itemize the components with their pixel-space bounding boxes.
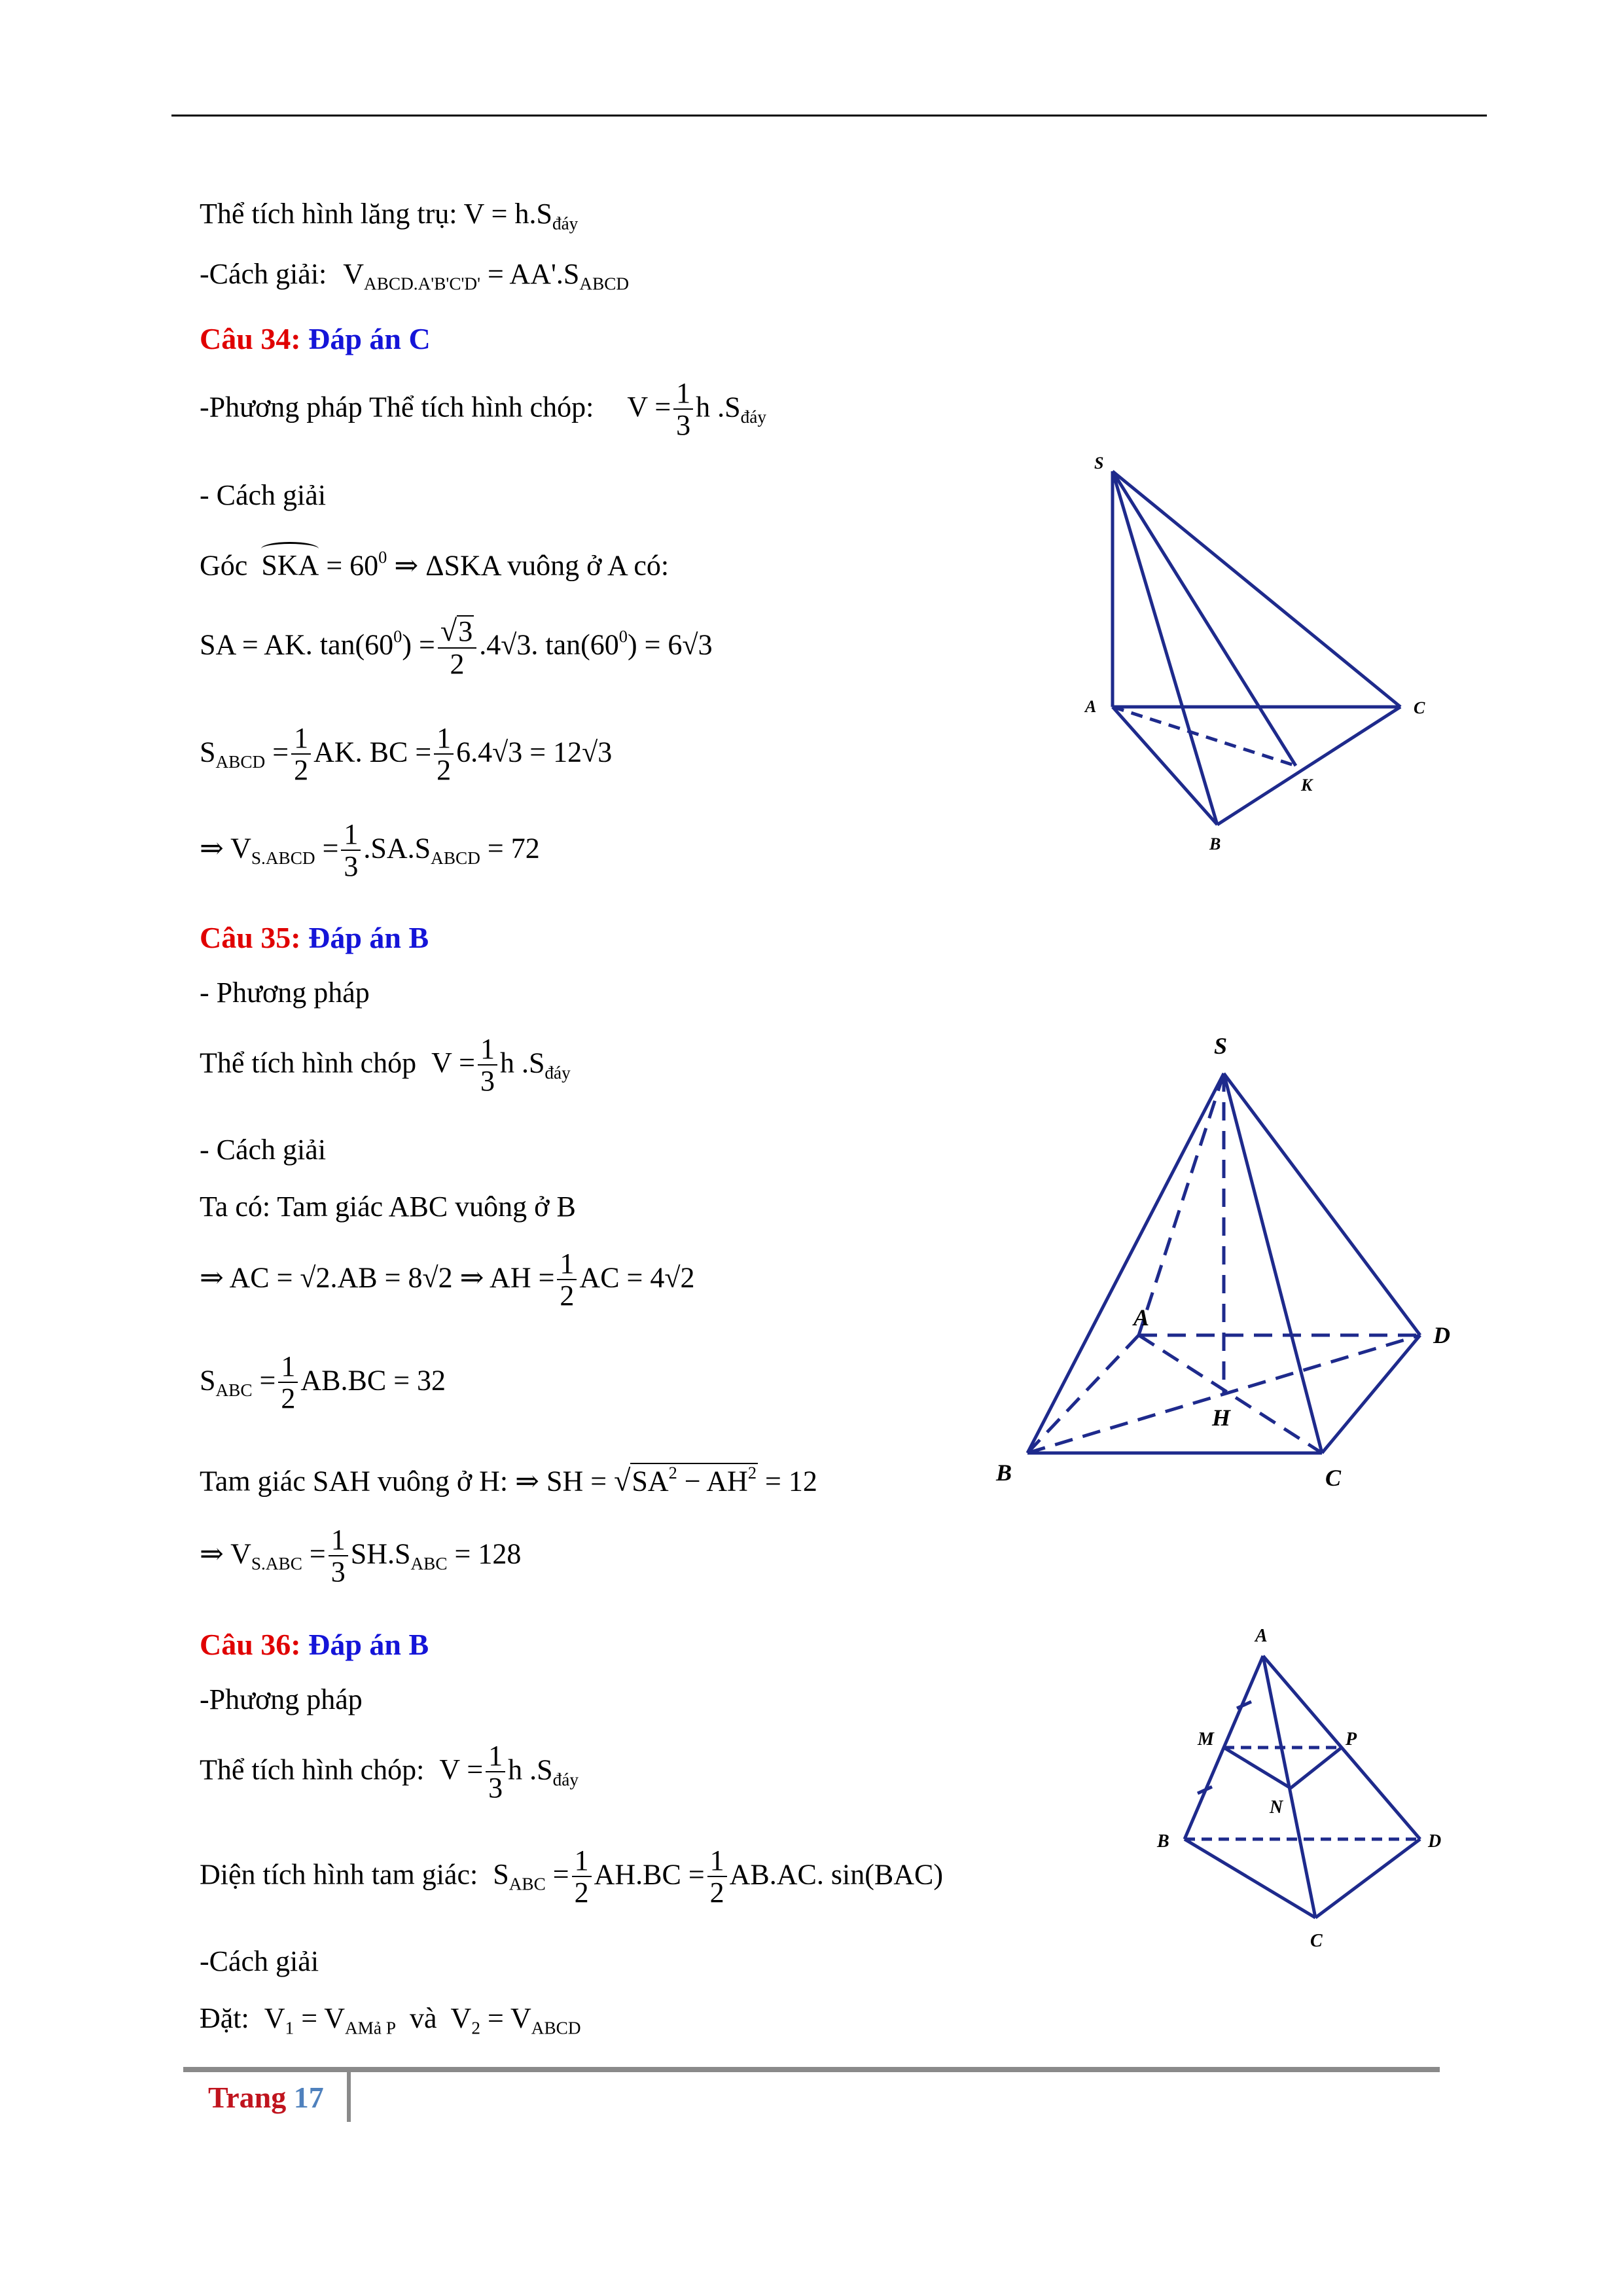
q34-sa-line: SA = AK. $\tan(60^0)$ = $\frac{√3}{2}$ .4√3. $\tan(60^0) = 6√3$ — [200, 614, 713, 680]
q35-method-label: - Phương pháp — [200, 977, 370, 1009]
angle-value: = 60 — [326, 549, 379, 582]
sa-tail: 4√3. tan(60 — [486, 628, 619, 661]
fraction-one-third: $\frac{1}{3}$ — [486, 1741, 505, 1804]
prism-volume-text: Thể tích hình lăng trụ: V = h.S — [200, 198, 552, 230]
fraction-one-half: $\frac{1}{2}$ — [278, 1352, 298, 1415]
subscript: ABCD — [579, 274, 630, 294]
q34-pyramid-figure — [1073, 445, 1440, 851]
q35-sah-line: Tam giác SAH vuông ở H: ⇒ SH = $√SA^2 - AH^2 = 12$ — [200, 1463, 817, 1498]
solution-label: -Cách giải: — [200, 258, 327, 290]
svg-text:B: B — [1209, 834, 1221, 851]
fraction-one-third: $\frac{1}{3}$ — [341, 819, 361, 883]
svg-text:N: N — [1270, 1797, 1283, 1818]
q34-angle-line — [200, 548, 669, 580]
fraction-one-half: $\frac{1}{2}$ — [707, 1846, 727, 1909]
angle-tail: ⇒ ΔSKA vuông ở A có: — [394, 549, 669, 582]
svg-text:P: P — [1346, 1729, 1357, 1749]
svg-text:S: S — [1094, 454, 1104, 473]
fraction-one-third: $\frac{1}{3}$ — [329, 1525, 348, 1588]
set-prefix: Đặt: — [200, 2002, 249, 2034]
fraction-sqrt3-over-2: $\frac{√3}{2}$ — [438, 615, 476, 680]
question-label: Câu 36: — [200, 1628, 301, 1661]
q36-area-line: Diện tích hình tam giác: $S_{ABC}$ = $\frac{1}{2}$ AH.BC = $\frac{1}{2}$ AB.AC. sin(BAC) — [200, 1844, 944, 1909]
angle-prefix: Góc — [200, 549, 248, 582]
sah-tail: = 12 — [765, 1465, 817, 1498]
svg-text:D: D — [1428, 1831, 1442, 1852]
svg-text:K: K — [1301, 776, 1313, 795]
formula-prefix: Thể tích hình chóp: — [200, 1753, 425, 1786]
fraction-one-half: $\frac{1}{2}$ — [557, 1249, 577, 1312]
formula-var: V — [343, 258, 365, 290]
q36-method-label: -Phương pháp — [200, 1683, 363, 1715]
q34-method-line: -Phương pháp Thể tích hình chóp: V = $\frac{1}{3}$ h $.S_{đáy}$ — [200, 377, 766, 442]
q35-fact-line: Ta có: Tam giác ABC vuông ở B — [200, 1191, 576, 1223]
svg-text:S: S — [1214, 1034, 1228, 1059]
superscript: 0 — [378, 547, 387, 567]
question-label: Câu 35: — [200, 921, 301, 954]
area-tail: AB.AC. sin(BAC) — [729, 1858, 944, 1891]
svg-text:B: B — [996, 1460, 1012, 1486]
q35-area-line: $S_{ABC}$ = $\frac{1}{2}$ AB.BC = 32 — [200, 1350, 446, 1415]
prism-solution-line — [200, 260, 629, 293]
answer-label: Đáp án B — [308, 1628, 429, 1661]
area-prefix: Diện tích hình tam giác: — [200, 1858, 478, 1891]
q35-pyramid-figure — [988, 1034, 1525, 1505]
area-text: AK. BC = — [313, 736, 432, 768]
formula-rhs: = AA'.S — [480, 258, 580, 290]
volume-text: SH.S — [350, 1537, 411, 1570]
sah-text: Tam giác SAH vuông ở H: ⇒ SH = — [200, 1465, 607, 1498]
ac-tail: AC = 4√2 — [579, 1261, 695, 1294]
fraction-one-half: $\frac{1}{2}$ — [572, 1846, 592, 1909]
header-rule — [171, 115, 1487, 117]
set-mid: và — [410, 2002, 437, 2034]
area-text: AB.BC = 32 — [300, 1364, 446, 1397]
q36-formula-line: Thể tích hình chóp: V = $\frac{1}{3}$ h $.S_{đáy}$ — [200, 1740, 579, 1804]
svg-text:C: C — [1325, 1465, 1342, 1491]
sa-result: ) = 6√3 — [627, 628, 713, 661]
formula-prefix: Thể tích hình chóp — [200, 1047, 417, 1079]
svg-text:M: M — [1198, 1729, 1214, 1749]
page-footer — [208, 2080, 324, 2115]
area-tail: 6.4√3 = 12√3 — [456, 736, 613, 768]
svg-text:C: C — [1310, 1931, 1323, 1951]
volume-result: = 128 — [447, 1537, 522, 1570]
svg-text:C: C — [1414, 698, 1425, 717]
q34-area-line: $S_{ABCD}$ = $\frac{1}{2}$ AK. BC = $\frac{1}{2}$ 6.4√3 = 12√3 — [200, 722, 613, 787]
page-label: Trang — [208, 2081, 287, 2114]
page-number: 17 — [293, 2081, 324, 2114]
q34-solution-label: - Cách giải — [200, 479, 327, 511]
q34-heading — [200, 324, 431, 354]
ac-text: ⇒ AC = √2.AB = 8√2 ⇒ AH = — [200, 1261, 555, 1294]
fraction-one-third: $\frac{1}{3}$ — [478, 1034, 497, 1098]
footer-rule — [183, 2067, 1440, 2072]
svg-text:D: D — [1433, 1322, 1450, 1348]
q36-solution-label: -Cách giải — [200, 1945, 319, 1977]
svg-text:B: B — [1157, 1831, 1169, 1852]
fraction-one-half: $\frac{1}{2}$ — [434, 723, 454, 787]
fraction-one-half: $\frac{1}{2}$ — [291, 723, 311, 787]
svg-text:H: H — [1212, 1405, 1231, 1431]
q35-formula-line: Thể tích hình chóp V = $\frac{1}{3}$ h $.S_{đáy}$ — [200, 1033, 571, 1098]
svg-text:A: A — [1255, 1626, 1268, 1646]
q36-heading — [200, 1630, 429, 1660]
fraction-one-third: $\frac{1}{3}$ — [673, 378, 693, 442]
footer-divider — [347, 2072, 351, 2122]
question-label: Câu 34: — [200, 322, 301, 355]
angle-name: SKA — [261, 549, 319, 582]
q35-volume-line: ⇒ $V_{S.ABC}$ = $\frac{1}{3}$ $SH.S_{ABC} = 128$ — [200, 1524, 522, 1588]
answer-label: Đáp án C — [308, 322, 431, 355]
subscript: ABCD.A'B'C'D' — [364, 274, 481, 294]
q36-set-line: Đặt: $V_1 = V_{AMả P}$ và $V_2 = V_{ABCD}$ — [200, 2002, 581, 2038]
volume-text: .SA.S — [363, 832, 431, 865]
q35-solution-label: - Cách giải — [200, 1134, 327, 1166]
answer-label: Đáp án B — [308, 921, 429, 954]
q35-heading — [200, 923, 429, 953]
sa-text: SA = AK. tan(60 — [200, 628, 394, 661]
area-mid: AH.BC = — [594, 1858, 705, 1891]
subscript: đáy — [552, 213, 579, 234]
q34-volume-line: ⇒ $V_{S.ABCD}$ = $\frac{1}{3}$ $.SA.S_{ABCD} = 72$ — [200, 818, 540, 883]
q35-ac-line — [200, 1249, 695, 1312]
svg-text:A: A — [1133, 1304, 1150, 1331]
svg-text:A: A — [1085, 697, 1097, 716]
prism-volume-line — [200, 200, 578, 233]
volume-result: = 72 — [480, 832, 540, 865]
q36-tetrahedron-figure — [1145, 1617, 1472, 1957]
method-text: -Phương pháp Thể tích hình chóp: — [200, 391, 594, 423]
